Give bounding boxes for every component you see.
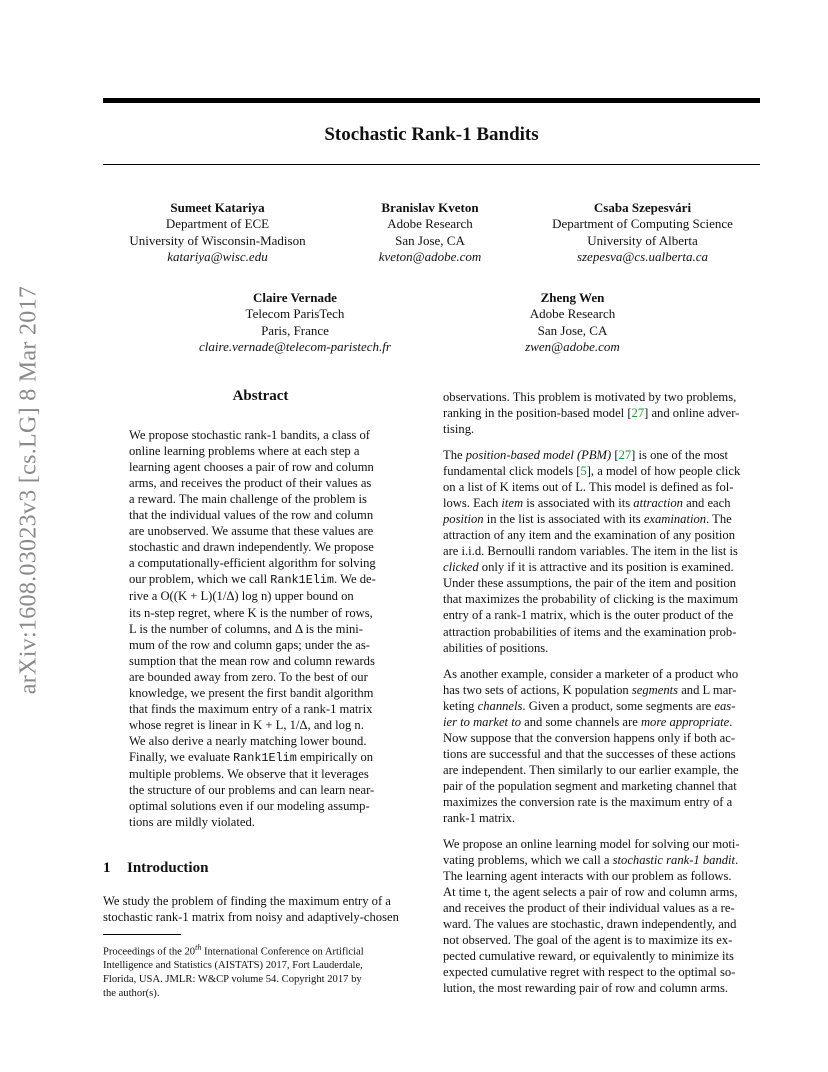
author-name: Zheng Wen [540,290,605,305]
text-line: The learning agent interacts with our problem as follows. [443,869,732,884]
text-line: online learning problems where at each step a [129,444,360,459]
author-affiliation: Paris, France [261,322,329,338]
text-line: attraction of any item and the examination of any position [443,528,736,543]
text-line: We also derive a nearly matching lower bound. [129,733,367,748]
text-line: rank-1 matrix. [443,811,516,826]
text-line: learning agent chooses a pair of row and column [129,460,374,475]
author-name: Csaba Szepesvári [593,200,692,215]
intro-text [103,893,420,925]
text-line: Finally, we evaluate Rank1Elim empirically on [129,749,374,765]
text-line: the structure of our problems and can learn near- [129,783,375,798]
text-line: that the individual values of the row and column [129,508,374,523]
text-line: a reward. The main challenge of the problem is [129,492,367,507]
text-line: not observed. The goal of the agent is to maximize its ex- [443,933,733,948]
paragraph [443,389,760,437]
text-line: entry of a rank-1 matrix, which is the outer product of the [443,608,734,623]
text-line: its n-step regret, where K is the number of rows, [129,605,373,620]
author-name: Claire Vernade [253,290,337,305]
author-affiliation: Department of ECE [165,216,270,232]
text-line: expected cumulative regret with respect to the optimal so- [443,965,736,980]
author-affiliation: University of Alberta [587,232,698,248]
text-line: keting channels. Given a product, some segments are eas- [443,699,736,714]
text-line: vating problems, which we call a stochastic rank-1 bandit. [443,853,739,868]
author-block [110,200,325,265]
text-line: We propose stochastic rank-1 bandits, a class of [129,428,370,442]
text-line: mum of the row and column gaps; under the as- [129,637,370,652]
text-line: ier to market to and some channels are more appropriate. [443,715,733,730]
text-line: tions are successful and that the successes of these actions [443,747,736,762]
top-rule [103,98,760,103]
text-line: ward. The values are stochastic, drawn independently, and [443,917,737,932]
text-line: tions are mildly violated. [129,815,255,830]
author-name: Sumeet Katariya [170,200,265,215]
author-affiliation: San Jose, CA [537,322,608,338]
text-line: The position-based model (PBM) [27] is one of the most [443,448,729,462]
text-line: lows. Each item is associated with its attraction and each [443,496,731,511]
paragraph [443,666,760,826]
text-line: are i.i.d. Bernoulli random variables. The item in the list is [443,544,738,559]
text-line: optimal solutions even if our modeling assump- [129,799,370,814]
section-heading [103,860,208,877]
text-line: rive a O((K + L)(1/Δ) log n) upper bound on [129,589,354,604]
text-line: We study the problem of finding the maximum entry of a [103,894,391,908]
text-line: Proceedings of the 20th International Conference on Artificial [103,943,364,958]
abstract-heading: Abstract [232,388,289,404]
footnote-rule [103,934,181,935]
text-line: our problem, which we call Rank1Elim. We de- [129,572,376,588]
author-block [345,200,515,265]
text-line: stochastic and drawn independently. We propose [129,540,374,555]
author-email: kveton@adobe.com [378,248,482,264]
text-line: Under these assumptions, the pair of the item and position [443,576,737,591]
text-line: position in the list is associated with its examination. The [443,512,732,527]
text-line: L is the number of columns, and Δ is the mini- [129,621,363,636]
paper-title: Stochastic Rank-1 Bandits [324,124,539,145]
text-line: As another example, consider a marketer of a product who [443,667,739,681]
author-affiliation: Adobe Research [387,216,473,232]
text-line: clicked only if it is attractive and its position is examined. [443,560,734,575]
text-line: knowledge, we present the first bandit algorithm [129,685,374,700]
text-line: pair of the population segment and marketing channel that [443,779,737,794]
text-line: are independent. Then similarly to our earlier example, the [443,763,739,778]
author-affiliation: Telecom ParisTech [245,306,345,322]
text-line: that maximizes the probability of clicking is the maximum [443,592,739,607]
section-title: Introduction [127,860,209,876]
text-line: ranking in the position-based model [27] and online adver- [443,406,740,421]
author-email: katariya@wisc.edu [167,248,268,264]
footnote [103,941,420,1000]
text-line: Intelligence and Statistics (AISTATS) 2017, Fort Lauderdale, [103,960,363,972]
author-email: zwen@adobe.com [525,338,620,354]
text-line: lution, the most rewarding pair of row and column arms. [443,981,729,996]
text-line: the author(s). [103,987,160,999]
author-block [180,290,410,355]
author-affiliation: University of Wisconsin-Madison [129,232,306,248]
text-line: observations. This problem is motivated by two problems, [443,390,737,404]
text-line: stochastic rank-1 matrix from noisy and adaptively-chosen [103,910,399,925]
author-affiliation: San Jose, CA [395,232,465,248]
author-email: szepesva@cs.ualberta.ca [576,248,709,264]
author-block [535,200,750,265]
text-line: multiple problems. We observe that it leverages [129,766,369,781]
paragraph [443,836,760,996]
text-line: sumption that the mean row and column rewards [129,653,375,668]
text-line: fundamental click models [5], a model of how people click [443,464,741,479]
text-line: At time t, the agent selects a pair of row and column arms, [443,885,738,900]
text-line: that finds the maximum entry of a rank-1 matrix [129,701,373,716]
text-line: tising. [443,422,475,437]
text-line: maximizes the conversion rate is the maximum entry of a [443,795,733,810]
text-line: has two sets of actions, K population segments and L mar- [443,683,737,698]
text-line: whose regret is linear in K + L, 1/Δ, and log n. [129,717,364,732]
arxiv-stamp: arXiv:1608.03023v3 [cs.LG] 8 Mar 2017 [15,285,42,695]
text-line: Now suppose that the conversion happens only if both ac- [443,731,736,746]
text-line: attraction probabilities of items and the examination prob- [443,624,737,639]
text-line: We propose an online learning model for solving our moti- [443,837,740,851]
author-affiliation: Adobe Research [529,306,616,322]
text-line: on a list of K items out of L. This model is defined as fol- [443,480,734,495]
paragraph [443,447,760,656]
section-number: 1 [103,860,111,876]
author-email: claire.vernade@telecom-paristech.fr [199,338,391,354]
text-line: abilities of positions. [443,640,549,655]
abstract-text [129,427,392,830]
author-name: Branislav Kveton [381,200,479,215]
text-line: pected cumulative reward, or equivalently to minimize its [443,949,734,964]
text-line: and receives the product of their individual values as a re- [443,901,735,916]
text-line: are unobserved. We assume that these values are [129,524,374,539]
text-line: a computationally-efficient algorithm for solving [129,556,376,571]
text-line: are bounded away from zero. To the best of our [129,669,368,684]
text-line: Florida, USA. JMLR: W&CP volume 54. Copyright 2017 by [103,973,362,985]
author-affiliation: Department of Computing Science [552,216,733,232]
title-rule [103,164,760,165]
text-line: arms, and receives the product of their values as [129,476,372,491]
author-block [490,290,655,355]
